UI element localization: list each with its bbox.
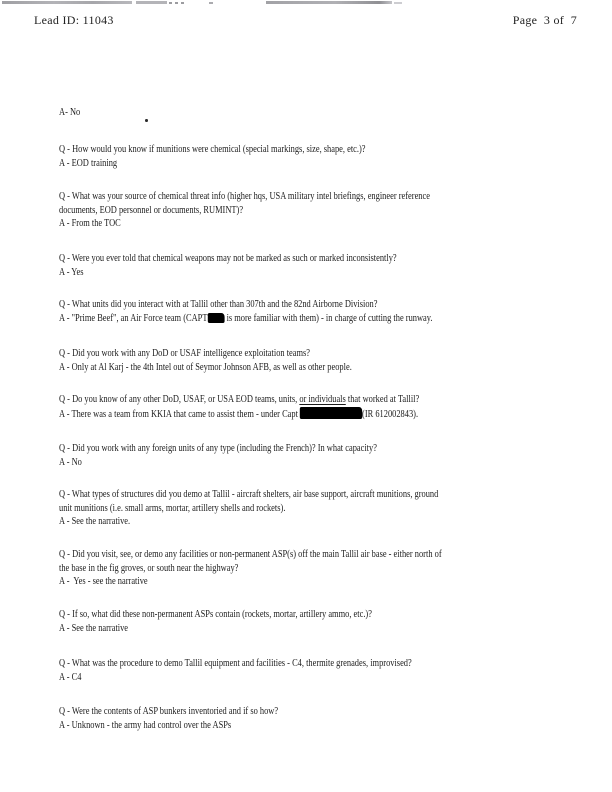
qa-block <box>59 347 352 374</box>
answer-line <box>59 157 366 171</box>
text-segment: Q - Did you work with any foreign units of any type (including the French)? In what capacity? <box>59 443 377 454</box>
text-segment: A - See the narrative <box>59 622 129 634</box>
qa-block <box>59 442 377 469</box>
text-segment: A - No <box>59 456 82 468</box>
text-segment: A - Yes - see the narrative <box>59 576 148 587</box>
qa-block <box>59 190 430 231</box>
text-segment: unit munitions (i.e. small arms, mortar, artillery shells and rockets). <box>59 502 286 514</box>
qa-block <box>59 608 372 635</box>
text-segment: A - C4 <box>59 671 82 683</box>
text-segment: Q - Did you work with any DoD or USAF intelligence exploitation teams? <box>59 348 311 359</box>
text-segment: Q - How would you know if munitions were chemical (special markings, size, shape, etc.)? <box>59 144 366 155</box>
qa-block <box>59 252 397 279</box>
text-segment: A - There was a team from KKIA that came to assist them - under Capt <box>59 408 301 420</box>
text-segment: A - Unknown - the army had control over the ASPs <box>59 719 232 731</box>
question-line <box>59 608 372 622</box>
answer-line <box>59 407 419 422</box>
qa-block <box>59 548 442 589</box>
answer-line <box>59 671 412 685</box>
scan-artifact-bar <box>266 1 392 5</box>
text-segment: A - See the narrative. <box>59 516 131 527</box>
text-segment: is more familiar with them) - in charge of cutting the runway. <box>224 312 433 324</box>
scan-artifact-bar <box>169 2 187 4</box>
answer-line <box>59 106 80 120</box>
text-segment: Q - Do you know of any other DoD, USAF, or USA EOD teams, units, <box>59 394 300 405</box>
answer-orphan <box>59 106 80 120</box>
question-line <box>59 190 430 204</box>
text-segment: Q - What was your source of chemical threat info (higher hqs, USA military intel briefings, engineer reference <box>59 191 430 202</box>
text-segment: A - EOD training <box>59 157 118 169</box>
scan-artifact-bar <box>209 2 213 4</box>
text-segment: Q - Were you ever told that chemical weapons may not be marked as such or marked inconsistently? <box>59 253 397 264</box>
redaction-mark <box>300 407 362 419</box>
question-line <box>59 143 366 157</box>
qa-block <box>59 393 419 421</box>
text-segment: Q - What units did you interact with at Tallil other than 307th and the 82nd Airborne Division? <box>59 299 378 310</box>
text-segment: A - Only at Al Karj - the 4th Intel out of Seymor Johnson AFB, as well as other people. <box>59 361 352 373</box>
qa-block <box>59 657 412 684</box>
answer-line <box>59 515 438 529</box>
text-segment: Q - If so, what did these non-permanent ASPs contain (rockets, mortar, artillery ammo, etc.)? <box>59 609 372 620</box>
question-line <box>59 705 278 719</box>
text-segment: A- No <box>59 107 81 118</box>
stray-dot <box>145 119 148 122</box>
answer-line <box>59 312 433 326</box>
answer-line <box>59 217 430 231</box>
answer-line <box>59 456 377 470</box>
text-segment: Q - Did you visit, see, or demo any facilities or non-permanent ASP(s) off the main Tallil air base - either north of <box>59 549 442 560</box>
scan-artifact-bar <box>2 1 132 4</box>
scan-artifact-bar <box>136 1 167 4</box>
question-line <box>59 657 412 671</box>
answer-line <box>59 361 352 375</box>
question-line <box>59 393 419 407</box>
text-segment: Q - Were the contents of ASP bunkers inventoried and if so how? <box>59 706 279 717</box>
text-segment: Q - What was the procedure to demo Tallil equipment and facilities - C4, thermite grenades, improvised? <box>59 658 412 669</box>
text-line <box>59 204 430 218</box>
scan-artifact-bar <box>394 2 402 4</box>
text-segment: that worked at Tallil? <box>345 394 420 405</box>
text-segment: (IR 612002843). <box>362 408 419 420</box>
question-line <box>59 548 442 562</box>
text-segment: or individuals <box>299 394 346 405</box>
answer-line <box>59 622 372 636</box>
text-segment: documents, EOD personnel or documents, RUMINT)? <box>59 204 244 216</box>
question-line <box>59 298 433 312</box>
redaction-mark <box>207 313 224 323</box>
question-line <box>59 442 377 456</box>
page-number-label: Page 3 of 7 <box>512 13 577 27</box>
text-line <box>59 502 438 516</box>
lead-id-label: Lead ID: 11043 <box>34 13 114 27</box>
answer-line <box>59 719 278 733</box>
text-line <box>59 562 442 576</box>
text-segment: Q - What types of structures did you demo at Tallil - aircraft shelters, air base support, aircraft munitions, ground <box>59 489 439 500</box>
answer-line <box>59 575 442 589</box>
text-segment: A - "Prime Beef", an Air Force team (CAPT <box>59 312 208 324</box>
text-segment: the base in the fig groves, or south near the highway? <box>59 562 239 574</box>
qa-block <box>59 143 366 170</box>
question-line <box>59 252 397 266</box>
text-segment: A - Yes <box>59 266 84 278</box>
question-line <box>59 488 438 502</box>
qa-block <box>59 705 278 732</box>
text-segment: A - From the TOC <box>59 218 121 229</box>
qa-block <box>59 298 433 325</box>
answer-line <box>59 266 397 280</box>
question-line <box>59 347 352 361</box>
qa-block <box>59 488 438 529</box>
